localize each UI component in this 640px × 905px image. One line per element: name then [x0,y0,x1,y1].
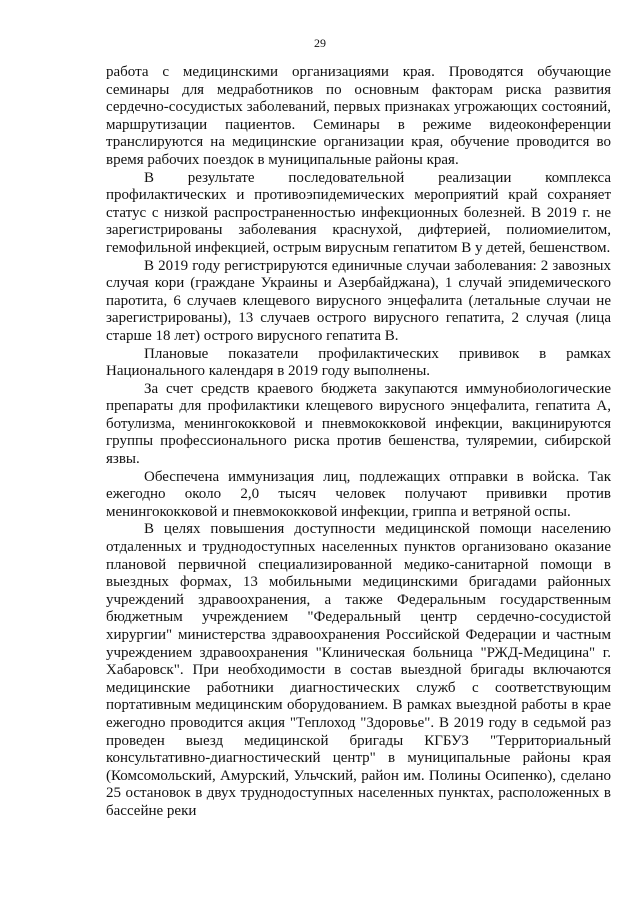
paragraph-regional-budget: За счет средств краевого бюджета закупаются иммунобиологические препараты для профилактики клещевого вирусного энцефалита, гепатита А, ботулизма, менингококковой и пневмококковой инфекции, вакцинируются группы профессионального риска против бешенства, туляремии, сибирской язвы. [106,380,611,468]
paragraph-vaccination-plan: Плановые показатели профилактических прививок в рамках Национального календаря в 2019 году выполнены. [106,345,611,380]
paragraph-mobile-medical-care: В целях повышения доступности медицинской помощи населению отдаленных и труднодоступных населенных пунктов организовано оказание плановой первичной специализированной медико-санитарной помощи в выездных формах, 13 мобильными медицинскими бригадами районных учреждений здравоохранения, а также Федеральным государственным бюджетным учреждением "Федеральный центр сердечно-сосудистой хирургии" министерства здравоохранения Российской Федерации и частным учреждением здравоохранения "Клиническая больница "РЖД-Медицина" г. Хабаровск". При необходимости в состав выездной бригады включаются медицинские работники диагностических служб с соответствующим портативным медицинским оборудованием. В рамках выездной работы в крае ежегодно проводится акция "Теплоход "Здоровье". В 2019 году в седьмой раз проведен выезд медицинской бригады КГБУЗ "Территориальный консультативно-диагностический центр" в муниципальные районы края (Комсомольский, Амурский, Ульчский, район им. Полины Осипенко), сделано 25 остановок в двух труднодоступных населенных пунктах, расположенных в бассейне реки [106,521,611,819]
page-number: 29 [314,36,326,50]
paragraph-single-cases-2019: В 2019 году регистрируются единичные случаи заболевания: 2 завозных случая кори (граждане Украины и Азербайджана), 1 случай эпидемического паротита, 6 случаев клещевого вирусного энцефалита (летальные случаи не зарегистрированы), 13 случаев острого вирусного гепатита, 2 случая (лица старше 18 лет) острого вирусного гепатита В. [106,257,611,344]
paragraph-medical-seminars: работа с медицинскими организациями края. Проводятся обучающие семинары для медработников по основным факторам риска развития сердечно-сосудистых заболеваний, первых признаках угрожающих состояний, маршрутизации пациентов. Семинары в режиме видеоконференции транслируются на медицинские организации края, обучение проводится во время рабочих поездок в муниципальные районы края. [106,64,611,168]
paragraph-infection-status: В результате последовательной реализации комплекса профилактических и противоэпидемических мероприятий край сохраняет статус с низкой распространенностью инфекционных болезней. В 2019 г. не зарегистрированы заболевания краснухой, дифтерией, полиомиелитом, гемофильной инфекцией, острым вирусным гепатитом В у детей, бешенством. [106,169,611,256]
body-text [106,64,611,821]
paragraph-conscript-immunization: Обеспечена иммунизация лиц, подлежащих отправки в войска. Так ежегодно около 2,0 тысяч человек получают прививки против менингококковой и пневмококковой инфекции, гриппа и ветряной оспы. [106,468,611,520]
